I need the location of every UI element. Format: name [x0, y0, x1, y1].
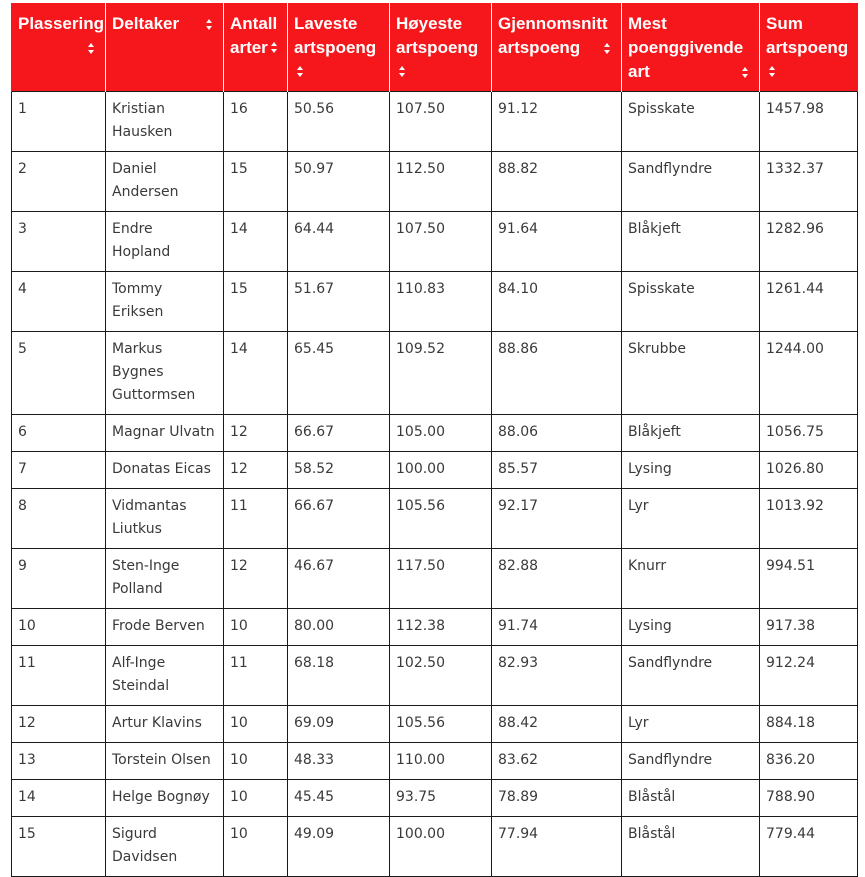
- cell-species-count: 10: [224, 609, 288, 646]
- column-header-label: Gjennomsnitt: [498, 14, 608, 33]
- cell-average-score: 91.74: [492, 609, 622, 646]
- cell-total-score: 1026.80: [760, 452, 858, 489]
- cell-participant: [106, 780, 224, 817]
- table-row: [12, 743, 858, 780]
- cell-top-species: Sandflyndre: [622, 152, 760, 212]
- cell-total-score: 1244.00: [760, 332, 858, 415]
- cell-lowest-score: 51.67: [288, 272, 390, 332]
- cell-participant: [106, 92, 224, 152]
- column-header-gjennomsnitt-artspoeng[interactable]: [492, 3, 622, 92]
- column-header-label: art: [628, 62, 650, 81]
- cell-participant: [106, 452, 224, 489]
- cell-highest-score: 110.83: [390, 272, 492, 332]
- participant-name-part: Artur Klavins: [112, 715, 202, 731]
- column-header-label: artspoeng: [294, 38, 377, 57]
- cell-highest-score: 93.75: [390, 780, 492, 817]
- cell-rank: 12: [12, 706, 106, 743]
- cell-average-score: 91.64: [492, 212, 622, 272]
- participant-name-part: Hausken: [112, 124, 173, 140]
- cell-species-count: 15: [224, 152, 288, 212]
- column-header-sum-artspoeng[interactable]: [760, 3, 858, 92]
- cell-average-score: 91.12: [492, 92, 622, 152]
- cell-lowest-score: 58.52: [288, 452, 390, 489]
- participant-name-part: Donatas Eicas: [112, 461, 211, 477]
- cell-participant: [106, 743, 224, 780]
- column-header-laveste-artspoeng[interactable]: [288, 3, 390, 92]
- cell-average-score: 92.17: [492, 489, 622, 549]
- cell-average-score: 84.10: [492, 272, 622, 332]
- cell-average-score: 88.42: [492, 706, 622, 743]
- column-header-label: Mest: [628, 14, 667, 33]
- cell-average-score: 77.94: [492, 817, 622, 877]
- participant-name-part: Hopland: [112, 244, 171, 260]
- participant-name-part: Endre: [112, 221, 153, 237]
- sort-updown-icon[interactable]: [742, 67, 749, 78]
- cell-lowest-score: 69.09: [288, 706, 390, 743]
- cell-species-count: 12: [224, 549, 288, 609]
- column-header-label: arter: [230, 38, 268, 57]
- cell-top-species: Knurr: [622, 549, 760, 609]
- sort-updown-icon[interactable]: [271, 42, 278, 53]
- cell-average-score: 83.62: [492, 743, 622, 780]
- participant-name-part: Magnar Ulvatn: [112, 424, 215, 440]
- cell-highest-score: 102.50: [390, 646, 492, 706]
- cell-top-species: Sandflyndre: [622, 646, 760, 706]
- cell-average-score: 82.88: [492, 549, 622, 609]
- table-body: [12, 92, 858, 877]
- participant-name-part: Sten-Inge: [112, 558, 180, 574]
- cell-lowest-score: 50.97: [288, 152, 390, 212]
- cell-total-score: 912.24: [760, 646, 858, 706]
- participant-name-part: Kristian: [112, 101, 165, 117]
- participant-name-part: Sigurd: [112, 826, 157, 842]
- cell-rank: 3: [12, 212, 106, 272]
- cell-participant: [106, 549, 224, 609]
- cell-top-species: Lyr: [622, 489, 760, 549]
- cell-highest-score: 110.00: [390, 743, 492, 780]
- cell-average-score: 82.93: [492, 646, 622, 706]
- participant-name-part: Polland: [112, 581, 163, 597]
- cell-lowest-score: 50.56: [288, 92, 390, 152]
- participant-name-part: Bygnes: [112, 364, 164, 380]
- cell-rank: 15: [12, 817, 106, 877]
- column-header-label: Sum: [766, 14, 803, 33]
- cell-average-score: 88.82: [492, 152, 622, 212]
- sort-updown-icon[interactable]: [88, 43, 95, 54]
- participant-name-part: Steindal: [112, 678, 170, 694]
- cell-total-score: 917.38: [760, 609, 858, 646]
- table-row: [12, 332, 858, 415]
- table-row: [12, 549, 858, 609]
- cell-highest-score: 112.50: [390, 152, 492, 212]
- results-table-container: [11, 3, 857, 877]
- cell-participant: [106, 272, 224, 332]
- cell-total-score: 1282.96: [760, 212, 858, 272]
- table-row: [12, 452, 858, 489]
- cell-highest-score: 100.00: [390, 452, 492, 489]
- cell-rank: 2: [12, 152, 106, 212]
- participant-name-part: Davidsen: [112, 849, 178, 865]
- table-row: [12, 706, 858, 743]
- cell-lowest-score: 68.18: [288, 646, 390, 706]
- cell-lowest-score: 66.67: [288, 489, 390, 549]
- cell-lowest-score: 80.00: [288, 609, 390, 646]
- sort-updown-icon[interactable]: [206, 19, 213, 30]
- cell-rank: 1: [12, 92, 106, 152]
- cell-total-score: 1261.44: [760, 272, 858, 332]
- cell-participant: [106, 152, 224, 212]
- cell-total-score: 1013.92: [760, 489, 858, 549]
- cell-total-score: 1457.98: [760, 92, 858, 152]
- participant-name-part: Alf-Inge: [112, 655, 166, 671]
- sort-updown-icon[interactable]: [604, 43, 611, 54]
- sort-updown-icon[interactable]: [399, 66, 406, 77]
- cell-participant: [106, 332, 224, 415]
- cell-top-species: Sandflyndre: [622, 743, 760, 780]
- cell-top-species: Blåkjeft: [622, 415, 760, 452]
- column-header-plassering[interactable]: [12, 3, 106, 92]
- table-row: [12, 609, 858, 646]
- cell-species-count: 11: [224, 646, 288, 706]
- cell-average-score: 88.06: [492, 415, 622, 452]
- cell-rank: 10: [12, 609, 106, 646]
- table-row: [12, 92, 858, 152]
- participant-name-part: Eriksen: [112, 304, 164, 320]
- cell-rank: 7: [12, 452, 106, 489]
- cell-species-count: 10: [224, 706, 288, 743]
- column-header-label: Plassering: [18, 14, 104, 33]
- column-header-deltaker[interactable]: [106, 3, 224, 92]
- cell-lowest-score: 46.67: [288, 549, 390, 609]
- cell-species-count: 16: [224, 92, 288, 152]
- cell-rank: 9: [12, 549, 106, 609]
- cell-participant: [106, 415, 224, 452]
- cell-participant: [106, 212, 224, 272]
- results-table: [11, 3, 858, 877]
- cell-rank: 11: [12, 646, 106, 706]
- cell-top-species: Spisskate: [622, 272, 760, 332]
- column-header-label: Laveste: [294, 14, 358, 33]
- cell-top-species: Blåstål: [622, 817, 760, 877]
- table-header: [12, 3, 858, 92]
- cell-participant: [106, 489, 224, 549]
- cell-species-count: 15: [224, 272, 288, 332]
- table-row: [12, 780, 858, 817]
- cell-top-species: Lysing: [622, 452, 760, 489]
- cell-participant: [106, 609, 224, 646]
- cell-total-score: 994.51: [760, 549, 858, 609]
- cell-average-score: 88.86: [492, 332, 622, 415]
- column-header-label: artspoeng: [396, 38, 479, 57]
- cell-total-score: 884.18: [760, 706, 858, 743]
- table-row: [12, 489, 858, 549]
- table-row: [12, 415, 858, 452]
- cell-total-score: 1056.75: [760, 415, 858, 452]
- column-header-label: Deltaker: [112, 14, 180, 33]
- cell-rank: 13: [12, 743, 106, 780]
- cell-lowest-score: 48.33: [288, 743, 390, 780]
- cell-highest-score: 105.00: [390, 415, 492, 452]
- cell-lowest-score: 64.44: [288, 212, 390, 272]
- cell-rank: 8: [12, 489, 106, 549]
- participant-name-part: Andersen: [112, 184, 179, 200]
- cell-highest-score: 105.56: [390, 489, 492, 549]
- header-row: [12, 3, 858, 92]
- participant-name-part: Guttormsen: [112, 387, 196, 403]
- cell-rank: 14: [12, 780, 106, 817]
- sort-updown-icon[interactable]: [297, 66, 304, 77]
- cell-species-count: 12: [224, 415, 288, 452]
- cell-species-count: 14: [224, 332, 288, 415]
- cell-highest-score: 109.52: [390, 332, 492, 415]
- participant-name-part: Liutkus: [112, 521, 162, 537]
- cell-top-species: Blåkjeft: [622, 212, 760, 272]
- cell-species-count: 12: [224, 452, 288, 489]
- participant-name-part: Markus: [112, 341, 163, 357]
- participant-name-part: Tommy: [112, 281, 163, 297]
- cell-average-score: 85.57: [492, 452, 622, 489]
- cell-average-score: 78.89: [492, 780, 622, 817]
- column-header-mest-poenggivende-art[interactable]: [622, 3, 760, 92]
- cell-top-species: Blåstål: [622, 780, 760, 817]
- cell-highest-score: 105.56: [390, 706, 492, 743]
- cell-species-count: 14: [224, 212, 288, 272]
- cell-rank: 6: [12, 415, 106, 452]
- cell-total-score: 1332.37: [760, 152, 858, 212]
- cell-top-species: Lyr: [622, 706, 760, 743]
- cell-rank: 4: [12, 272, 106, 332]
- cell-top-species: Lysing: [622, 609, 760, 646]
- cell-total-score: 836.20: [760, 743, 858, 780]
- cell-rank: 5: [12, 332, 106, 415]
- table-row: [12, 817, 858, 877]
- participant-name-part: Helge Bognøy: [112, 789, 210, 805]
- cell-lowest-score: 66.67: [288, 415, 390, 452]
- column-header-antall-arter[interactable]: [224, 3, 288, 92]
- participant-name-part: Vidmantas: [112, 498, 187, 514]
- column-header-hoyeste-artspoeng[interactable]: [390, 3, 492, 92]
- cell-highest-score: 100.00: [390, 817, 492, 877]
- cell-species-count: 10: [224, 817, 288, 877]
- column-header-label: artspoeng: [498, 38, 581, 57]
- participant-name-part: Frode Berven: [112, 618, 205, 634]
- cell-lowest-score: 65.45: [288, 332, 390, 415]
- participant-name-part: Torstein Olsen: [112, 752, 211, 768]
- cell-highest-score: 107.50: [390, 212, 492, 272]
- cell-species-count: 10: [224, 743, 288, 780]
- cell-participant: [106, 646, 224, 706]
- column-header-label: poenggivende: [628, 38, 744, 57]
- cell-highest-score: 107.50: [390, 92, 492, 152]
- column-header-label: artspoeng: [766, 38, 849, 57]
- cell-total-score: 779.44: [760, 817, 858, 877]
- cell-participant: [106, 706, 224, 743]
- cell-species-count: 11: [224, 489, 288, 549]
- cell-lowest-score: 49.09: [288, 817, 390, 877]
- cell-species-count: 10: [224, 780, 288, 817]
- cell-total-score: 788.90: [760, 780, 858, 817]
- cell-lowest-score: 45.45: [288, 780, 390, 817]
- participant-name-part: Daniel: [112, 161, 157, 177]
- cell-top-species: Skrubbe: [622, 332, 760, 415]
- cell-top-species: Spisskate: [622, 92, 760, 152]
- cell-participant: [106, 817, 224, 877]
- column-header-label: Antall: [230, 14, 278, 33]
- table-row: [12, 272, 858, 332]
- table-row: [12, 212, 858, 272]
- table-row: [12, 646, 858, 706]
- table-row: [12, 152, 858, 212]
- column-header-label: Høyeste: [396, 14, 463, 33]
- sort-updown-icon[interactable]: [769, 66, 776, 77]
- cell-highest-score: 117.50: [390, 549, 492, 609]
- cell-highest-score: 112.38: [390, 609, 492, 646]
